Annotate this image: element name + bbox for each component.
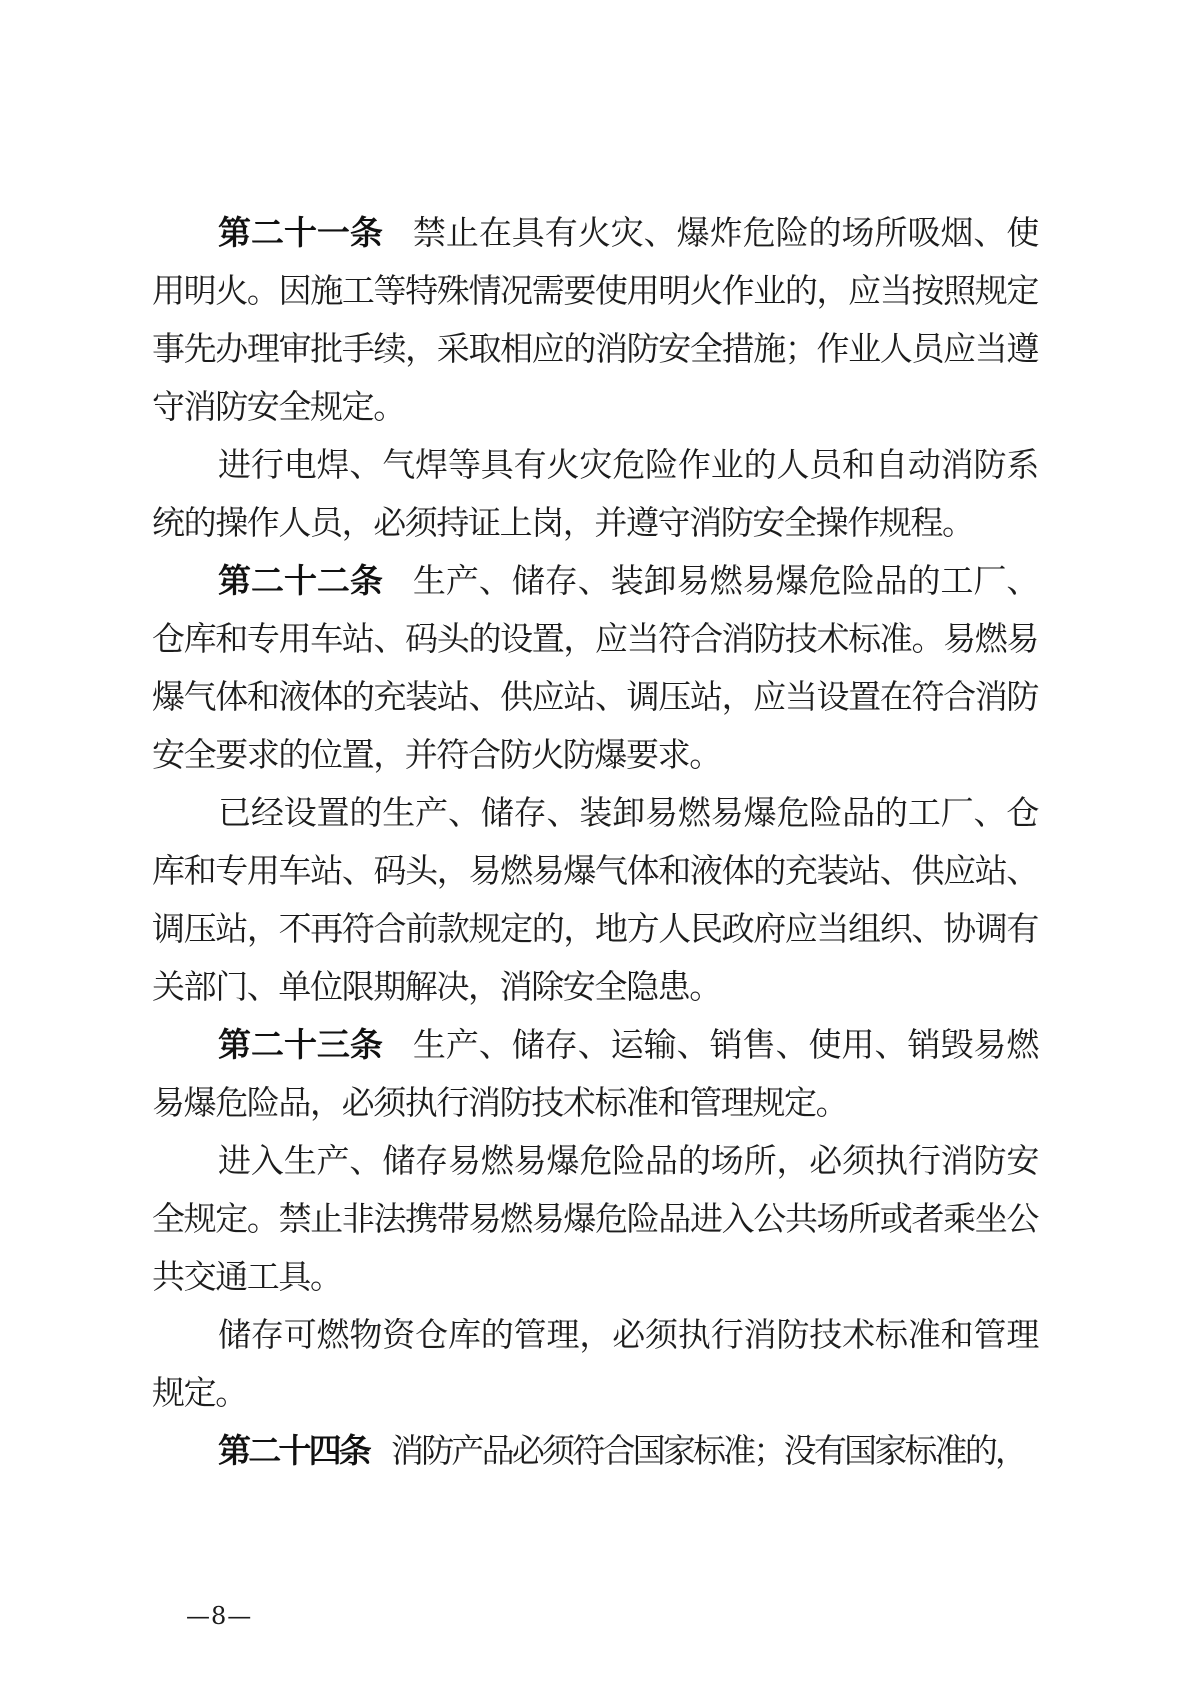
paragraph: [152, 1306, 1038, 1422]
paragraph: [152, 552, 1038, 784]
article-number: 第二十二条: [218, 561, 383, 600]
paragraph-text: 储存可燃物资仓库的管理，必须执行消防技术标准和管理规定。: [152, 1315, 1038, 1412]
paragraph-text: 生产、储存、装卸易燃易爆危险品的工厂、仓库和专用车站、码头的设置，应当符合消防技术标准。易燃易爆气体和液体的充装站、供应站、调压站，应当设置在符合消防安全要求的位置，并符合防火防爆要求。: [152, 561, 1038, 774]
page-number: —8—: [186, 1602, 253, 1630]
article-number: 第二十一条: [218, 213, 383, 252]
document-body: [152, 204, 1038, 1480]
paragraph-text: 进行电焊、气焊等具有火灾危险作业的人员和自动消防系统的操作人员，必须持证上岗，并遵守消防安全操作规程。: [152, 445, 1038, 542]
paragraph-text: 生产、储存、运输、销售、使用、销毁易燃易爆危险品，必须执行消防技术标准和管理规定。: [152, 1025, 1038, 1122]
paragraph: [152, 204, 1038, 436]
paragraph: [152, 1422, 1038, 1480]
paragraph-text: 禁止在具有火灾、爆炸危险的场所吸烟、使用明火。因施工等特殊情况需要使用明火作业的，应当按照规定事先办理审批手续，采取相应的消防安全措施；作业人员应当遵守消防安全规定。: [152, 213, 1038, 426]
paragraph-text: 进入生产、储存易燃易爆危险品的场所，必须执行消防安全规定。禁止非法携带易燃易爆危险品进入公共场所或者乘坐公共交通工具。: [152, 1141, 1038, 1296]
paragraph: [152, 784, 1038, 1016]
paragraph-text: 消防产品必须符合国家标准；没有国家标准的，: [391, 1431, 1026, 1470]
paragraph-text: 已经设置的生产、储存、装卸易燃易爆危险品的工厂、仓库和专用车站、码头，易燃易爆气体和液体的充装站、供应站、调压站，不再符合前款规定的，地方人民政府应当组织、协调有关部门、单位限期解决，消除安全隐患。: [152, 793, 1038, 1006]
paragraph: [152, 436, 1038, 552]
article-number: 第二十三条: [218, 1025, 383, 1064]
paragraph: [152, 1016, 1038, 1132]
article-number: 第二十四条: [218, 1431, 370, 1470]
paragraph: [152, 1132, 1038, 1306]
